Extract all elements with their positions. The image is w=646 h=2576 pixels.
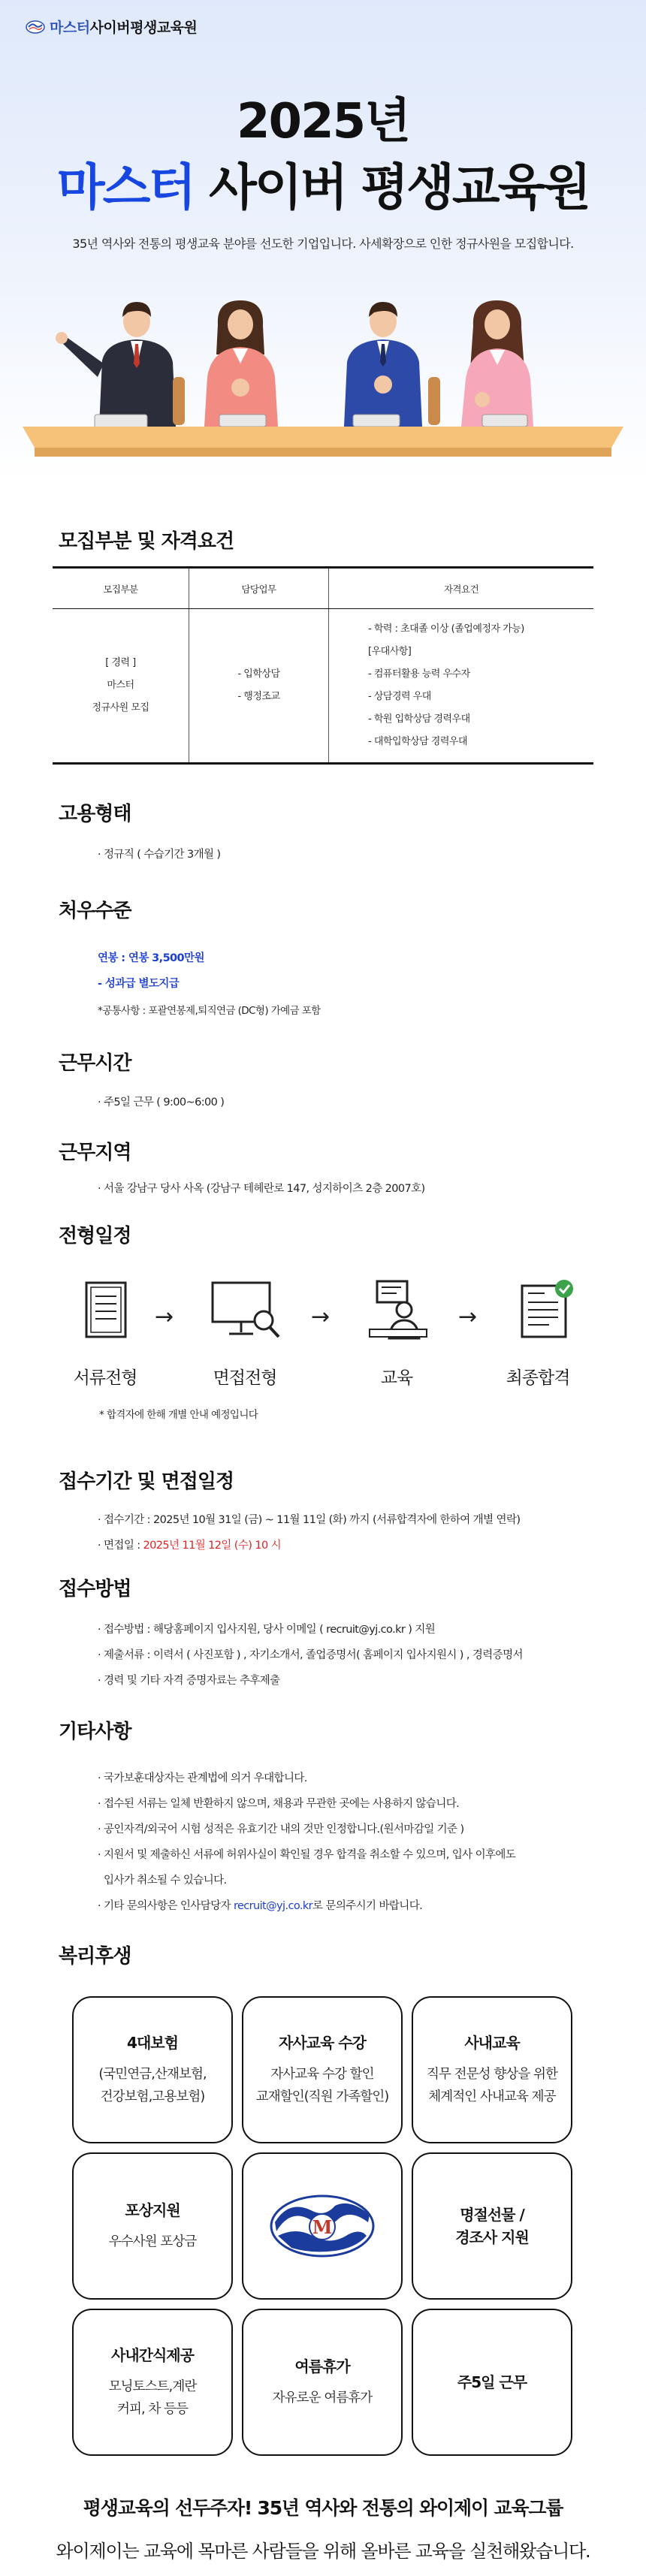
process-note: * 합격자에 한해 개별 안내 예정입니다 xyxy=(99,1409,258,1421)
salary-amount: 연봉 : 연봉 3,500만원 xyxy=(98,952,204,964)
method-line: · 제출서류 : 이력서 ( 사진포함 ) , 자기소개서, 졸업증명서( 홈페이지 입사지원시 ) , 경력증명서 xyxy=(98,1649,523,1661)
interviewer-1 xyxy=(56,302,177,427)
globe-logo-icon xyxy=(26,20,45,34)
step-document-icon xyxy=(53,1277,158,1344)
interviewer-2 xyxy=(204,300,278,427)
requirements-cell xyxy=(329,609,593,762)
etc-section-title: 기타사항 xyxy=(59,1721,131,1743)
etc-line: 입사가 취소될 수 있습니다. xyxy=(98,1875,227,1887)
closing-headline: 평생교육의 선두주자! 35년 역사와 전통의 와이제이 교육그룹 xyxy=(83,2497,563,2519)
logo-letter: M xyxy=(312,2216,333,2238)
benefit-card-gift xyxy=(412,2152,572,2300)
monitor-search-icon xyxy=(205,1277,288,1344)
interview-date: 2025년 11월 12일 (수) 10 시 xyxy=(143,1540,281,1552)
step-label: 최종합격 xyxy=(506,1368,570,1388)
header-division: 모집부분 xyxy=(53,569,189,608)
benefits-section-title: 복리후생 xyxy=(59,1945,131,1968)
requirement-item: - 학원 입학상담 경력우대 xyxy=(368,713,470,725)
etc-line: · 지원서 및 제출하신 서류에 허위사실이 확인될 경우 합격을 취소할 수 있으며, 입사 이후에도 xyxy=(98,1849,516,1861)
duty-item: - 입학상담 xyxy=(237,668,280,680)
hero-banner xyxy=(0,0,646,481)
salary-note: *공통사항 : 포괄연봉제,퇴직연금 (DC형) 가예금 포함 xyxy=(98,1005,321,1017)
requirement-item: - 상담경력 우대 xyxy=(368,691,431,702)
approved-document-icon xyxy=(512,1277,579,1344)
card-text: (국민연금,산재보험, 건강보험,고용보험) xyxy=(98,2067,207,2104)
card-title: 4대보험 xyxy=(127,2034,178,2052)
card-title: 사내간식제공 xyxy=(111,2346,194,2364)
benefit-card-snack xyxy=(72,2309,233,2456)
division-brand: 마스터 xyxy=(107,680,134,691)
process-arrow-icon: → xyxy=(155,1304,174,1330)
benefit-card-award xyxy=(72,2152,233,2300)
interview-date-text: · 면접일 : 2025년 11월 12일 (수) 10 시 xyxy=(98,1540,281,1552)
hero-year: 2025년 xyxy=(237,94,409,149)
process-section-title: 전형일정 xyxy=(59,1225,131,1247)
requirement-item: - 대학입학상담 경력우대 xyxy=(368,736,468,747)
requirement-item: [우대사항] xyxy=(368,646,412,657)
interview-panel-illustration xyxy=(23,294,623,475)
method-section-title: 접수방법 xyxy=(59,1578,131,1600)
method-line: · 경력 및 기타 자격 증명자료는 추후제출 xyxy=(98,1675,280,1687)
header-requirements: 자격요건 xyxy=(443,583,479,595)
card-title: 포상지원 xyxy=(125,2201,180,2219)
employment-section-title: 고용형태 xyxy=(59,803,131,825)
step-label: 교육 xyxy=(380,1368,413,1388)
location-text: · 서울 강남구 당사 사옥 (강남구 테헤란로 147, 성지하이츠 2층 2007호) xyxy=(98,1183,425,1195)
period-section-title: 접수기간 및 면접일정 xyxy=(59,1470,234,1493)
benefit-card-insurance xyxy=(72,1996,233,2143)
card-text: 자사교육 수강 할인 교재할인(직원 가족할인) xyxy=(255,2067,389,2104)
duties-cell xyxy=(189,609,329,762)
company-globe-logo-icon xyxy=(266,2192,379,2260)
process-arrow-icon: → xyxy=(458,1304,478,1330)
requirement-item: - 학력 : 초대졸 이상 (졸업예정자 가능) xyxy=(368,623,524,635)
contact-email-link[interactable]: recruit@yj.co.kr xyxy=(233,1900,313,1912)
hours-section-title: 근무시간 xyxy=(59,1052,131,1075)
card-title: 여름휴가 xyxy=(294,2357,350,2375)
etc-line: · 접수된 서류는 일체 반환하지 않으며, 채용과 무관한 곳에는 사용하지 않습니다. xyxy=(98,1798,460,1810)
period-text: · 접수기간 : 2025년 10월 31일 (금) ~ 11월 11일 (화) 까지 (서류합격자에 한하여 개별 연락) xyxy=(98,1514,521,1526)
header-duties: 담당업무 xyxy=(189,569,329,608)
brand-logo[interactable] xyxy=(26,17,197,37)
step-interview-icon xyxy=(194,1277,299,1344)
card-text: 우수사원 포상금 xyxy=(108,2234,197,2249)
interviewer-3 xyxy=(344,302,422,427)
step-label: 서류전형 xyxy=(73,1368,137,1388)
brand-name: 마스터사이버평생교육원 xyxy=(50,20,198,36)
step-label: 면접전형 xyxy=(213,1368,277,1388)
benefit-card-training xyxy=(412,1996,572,2143)
hero-title: 마스터 사이버 평생교육원 xyxy=(56,158,590,216)
salary-section-title: 처우수준 xyxy=(59,900,131,922)
method-line: · 접수방법 : 해당홈페이지 입사지원, 당사 이메일 ( recruit@yj.co.kr ) 지원 xyxy=(98,1624,436,1636)
card-title: 주5일 근무 xyxy=(457,2373,527,2391)
requirement-item: - 컴퓨터활용 능력 우수자 xyxy=(368,668,470,680)
benefit-card-vacation xyxy=(242,2309,403,2456)
hero-subtitle: 35년 역사와 전통의 평생교육 분야를 선도한 기업입니다. 사세확장으로 인한 정규사원을 모집합니다. xyxy=(72,237,574,251)
etc-line: · 공인자격/외국어 시험 성적은 유효기간 내의 것만 인정합니다.(원서마감일 기준 ) xyxy=(98,1823,464,1835)
card-text: 자유로운 여름휴가 xyxy=(272,2390,373,2406)
step-final-icon xyxy=(493,1277,598,1344)
etc-contact-line: · 기타 문의사항은 인사담당자 recruit@yj.co.kr로 문의주시기 바랍니다. xyxy=(98,1900,423,1912)
etc-line: · 국가보훈대상자는 관계법에 의거 우대합니다. xyxy=(98,1772,307,1784)
table-header-row xyxy=(53,569,593,609)
process-arrow-icon: → xyxy=(311,1304,331,1330)
card-title: 자사교육 수강 xyxy=(279,2034,366,2052)
division-role: 정규사원 모집 xyxy=(92,702,149,713)
location-section-title: 근무지역 xyxy=(59,1142,131,1164)
card-text: 직무 전문성 향상을 위한 체계적인 사내교육 제공 xyxy=(426,2067,558,2104)
benefit-card-workweek xyxy=(412,2309,572,2456)
recruit-table xyxy=(53,566,593,765)
card-title: 사내교육 xyxy=(464,2034,520,2052)
card-title: 명절선물 / 경조사 지원 xyxy=(455,2206,529,2246)
division-cell xyxy=(53,609,189,762)
document-icon xyxy=(71,1277,139,1344)
interviewer-4 xyxy=(461,300,533,427)
presenter-board-icon xyxy=(361,1277,436,1344)
step-education-icon xyxy=(346,1277,451,1344)
benefit-card-logo xyxy=(242,2152,403,2300)
benefit-card-course xyxy=(242,1996,403,2143)
employment-text: · 정규직 ( 수습기간 3개월 ) xyxy=(98,849,221,861)
table-row xyxy=(53,609,593,762)
hours-text: · 주5일 근무 ( 9:00~6:00 ) xyxy=(98,1096,225,1109)
card-text: 모닝토스트,계란 커피, 차 등등 xyxy=(108,2379,197,2417)
closing-text: 와이제이는 교육에 목마른 사람들을 위해 올바른 교육을 실천해왔습니다. xyxy=(56,2541,590,2562)
duty-item: - 행정조교 xyxy=(237,691,280,702)
division-type: [ 경력 ] xyxy=(105,657,136,668)
salary-bonus: - 성과급 별도지급 xyxy=(98,978,180,990)
recruit-section-title: 모집부분 및 자격요건 xyxy=(59,530,234,553)
